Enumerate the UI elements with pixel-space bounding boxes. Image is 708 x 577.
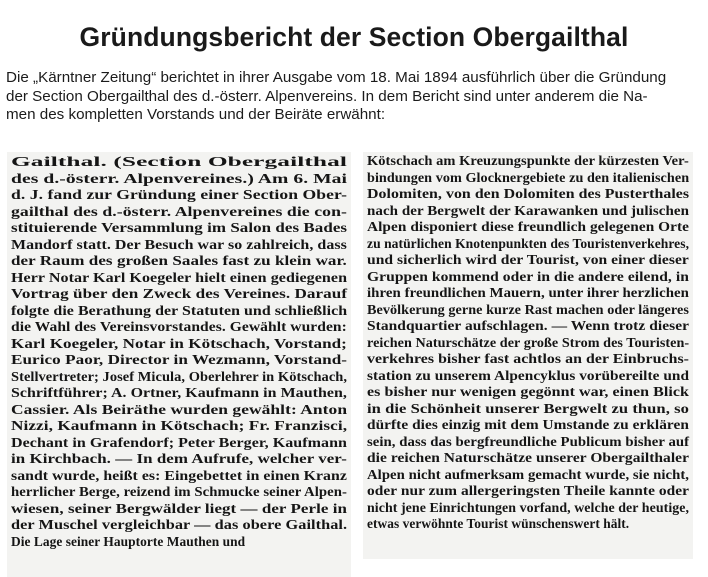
clipping-line: in die Schönheit unserer Bergwelt zu thun, so: [367, 400, 689, 416]
clipping-line: Gailthal. (Section Obergailthal: [11, 154, 348, 169]
intro-paragraph: [6, 69, 706, 125]
clipping-line: die reichen Naturschätze unserer Obergailthaler: [367, 450, 690, 465]
clipping-line: dürfte dies einzig mit dem Umstande zu erklären: [367, 417, 689, 432]
clipping-line: wiesen, seiner Bergwälder liegt — der Perle in: [11, 500, 347, 516]
clipping-line: nicht jene Einrichtungen vorfand, welche der heutige,: [367, 499, 690, 515]
newspaper-clipping-right-column: [363, 152, 693, 559]
clipping-line: Mandorf statt. Der Besuch war so zahlreich, dass: [11, 236, 347, 252]
clipping-line: in Kirchbach. — In dem Aufrufe, welcher ver-: [11, 451, 347, 466]
newspaper-clipping-left-column: [7, 152, 351, 577]
clipping-line: Nizzi, Kaufmann in Kötschach; Fr. Franzisci,: [11, 418, 348, 433]
clipping-line: Eurico Paor, Director in Wezmann, Vorstand-: [11, 352, 348, 367]
clipping-line: stituierende Versammlung im Salon des Bades: [11, 220, 348, 235]
clipping-line: Herr Notar Karl Koegeler hielt einen gediegenen: [11, 269, 348, 285]
clipping-line: Cassier. Als Beiräthe wurden gewählt: Anton: [11, 401, 348, 417]
clipping-line: reichen Naturschätze der große Strom des Touristen-: [367, 334, 690, 350]
clipping-line: etwas verwöhnte Tourist wünschenswert hält.: [367, 516, 630, 531]
clipping-line: die Wahl des Vereinsvorstandes. Gewählt wurden:: [11, 319, 347, 334]
clipping-line: der Raum des großen Saales fast zu klein war.: [11, 253, 347, 268]
clipping-line: des d.-österr. Alpenvereines.) Am 6. Mai: [11, 170, 348, 186]
clipping-line: sandt wurde, heißt es: Eingebettet in einen Kranz: [11, 467, 347, 483]
clipping-line: Stellvertreter; Josef Micula, Oberlehrer in Kötschach,: [11, 368, 348, 384]
clipping-line: Alpen nicht aufmerksam gemacht wurde, sie nicht,: [367, 466, 690, 482]
clipping-line: sein, dass das bergfreundliche Publicum bisher auf: [367, 433, 690, 449]
clipping-line: Karl Koegeler, Notar in Kötschach, Vorstand;: [11, 335, 347, 351]
clipping-line: folgte die Berathung der Statuten und schließlich: [11, 302, 348, 318]
clipping-line: nach der Bergwelt der Karawanken und julischen: [367, 202, 689, 218]
clipping-line: Standquartier aufschlagen. — Wenn trotz dieser: [367, 318, 690, 333]
clipping-line: herrlicher Berge, reizend im Schmucke seiner Alpen-: [11, 484, 348, 499]
clipping-line: station zu unserem Alpencyklus vorübereilte und: [367, 367, 690, 383]
clipping-line: Dolomiten, von den Dolomiten des Pusterthales: [367, 186, 690, 201]
clipping-left-text: [7, 154, 349, 550]
clipping-line: Gruppen kommend oder in die andere eilend, in: [367, 268, 689, 284]
clipping-line: Kötschach am Kreuzungspunkte der kürzesten Ver-: [367, 153, 689, 168]
clipping-line: Die Lage seiner Hauptorte Mauthen und: [11, 533, 246, 549]
intro-line: Die „Kärntner Zeitung“ berichtet in ihrer Ausgabe vom 18. Mai 1894 ausführlich über die Gründung: [6, 69, 667, 86]
clipping-line: d. J. fand zur Gründung einer Section Ober-: [11, 187, 348, 202]
clipping-line: es bisher nur wenigen gegönnt war, einen Blick: [367, 384, 689, 399]
intro-line: der Section Obergailthal des d.-österr. Alpenvereins. In dem Bericht sind unter anderem die Na-: [6, 87, 648, 105]
clipping-line: zu natürlichen Knotenpunkten des Touristenverkehres,: [367, 235, 690, 251]
clipping-line: oder nur zum allergeringsten Theile kannte oder: [367, 483, 690, 498]
clipping-line: Vortrag über den Zweck des Vereines. Darauf: [11, 286, 348, 301]
clipping-line: der Muschel vergleichbar — das obere Gailthal.: [11, 517, 348, 532]
clipping-line: Dechant in Grafendorf; Peter Berger, Kaufmann: [11, 434, 348, 450]
clipping-right-text: [363, 153, 691, 533]
intro-line: men des kompletten Vorstands und der Beiräte erwähnt:: [6, 106, 386, 123]
page-title: Gründungsbericht der Section Obergailthal: [79, 21, 629, 52]
clipping-line: gailthal des d.-österr. Alpenvereines die con-: [11, 203, 347, 219]
clipping-line: und sicherlich wird der Tourist, von einer dieser: [367, 252, 689, 267]
clipping-line: Alpen disponiert diese freundlich gelegenen Orte: [367, 219, 690, 234]
clipping-line: Schriftführer; A. Ortner, Kaufmann in Mauthen,: [11, 385, 347, 400]
clipping-line: bindungen vom Glocknergebiete zu den italienischen: [367, 169, 690, 185]
clipping-line: ihren freundlichen Mauern, unter ihrer herzlichen: [367, 285, 689, 300]
clipping-line: verkehres bisher fast achtlos an der Einbruchs-: [367, 351, 690, 366]
clipping-line: Bevölkerung gerne kurze Rast machen oder längeres: [367, 301, 689, 317]
